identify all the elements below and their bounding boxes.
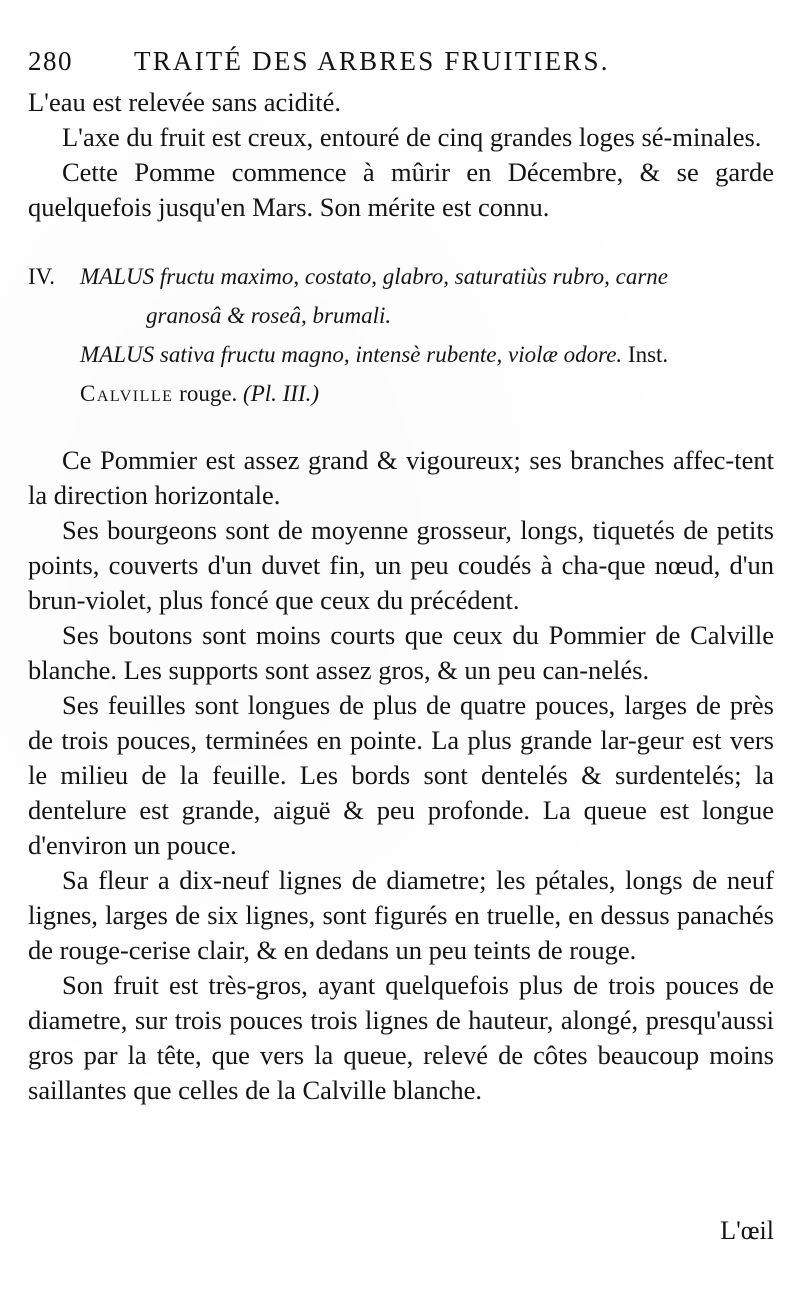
paragraph-bourgeons: Ses bourgeons sont de moyenne grosseur, longs, tiquetés de petits points, couverts d'un duvet fin, un peu coudés à cha-que nœud, d'un brun-violet, plus foncé que ceux du précédent. — [28, 515, 774, 615]
paragraph-axe: L'axe du fruit est creux, entouré de cinq grandes loges sé-minales. — [62, 122, 762, 152]
entry-text: sativa fructu magno, intensè rubente, violæ odore. — [159, 342, 623, 367]
running-title: TRAITÉ DES ARBRES FRUITIERS. — [134, 46, 610, 76]
paragraph-maturite: Cette Pomme commence à mûrir en Décembre, & se garde quelquefois jusqu'en Mars. Son mérite est connu. — [28, 157, 774, 222]
spacer — [28, 225, 774, 257]
page-body — [28, 85, 774, 1108]
entry-reference: Inst. — [627, 342, 669, 367]
catalogue-entry-calville — [28, 374, 774, 413]
paragraph-pommier: Ce Pommier est assez grand & vigoureux; ses branches affec-tent la direction horizontale. — [28, 445, 774, 510]
paragraph-fruit: Son fruit est très-gros, ayant quelquefois plus de trois pouces de diametre, sur trois pouces trois lignes de hauteur, alongé, presqu'aussi gros par la tête, que vers la queue, relevé de côtes beaucoup moins saillantes que celles de la Calville blanche. — [28, 970, 774, 1105]
variety-catalogue — [28, 257, 774, 413]
entry-name: MALUS — [80, 342, 155, 367]
catalogue-entry-malus-1 — [28, 257, 774, 296]
page-header — [28, 44, 760, 84]
catalogue-entry-malus-2 — [28, 335, 774, 374]
catchword: L'œil — [720, 1216, 774, 1245]
catalogue-entry-malus-1-continuation: granosâ & roseâ, brumali. — [146, 303, 392, 328]
page-number: 280 — [28, 46, 73, 76]
entry-name: Calville — [80, 381, 174, 406]
entry-number: IV. — [28, 264, 56, 289]
entry-text: rouge. — [179, 381, 238, 406]
paragraph-feuilles: Ses feuilles sont longues de plus de quatre pouces, larges de près de trois pouces, terminées en pointe. La plus grande lar-geur est vers le milieu de la feuille. Les bords sont dentelés & surdentelés; la dentelure est grande, aiguë & peu profonde. La queue est longue d'environ un pouce. — [28, 690, 774, 860]
plate-reference: (Pl. III.) — [243, 381, 320, 406]
spacer — [28, 413, 774, 443]
paragraph-fleur: Sa fleur a dix-neuf lignes de diametre; les pétales, longs de neuf lignes, larges de six lignes, sont figurés en truelle, en dessus panachés de rouge-cerise clair, & en dedans un peu teints de rouge. — [28, 865, 774, 965]
entry-text: MALUS fructu maximo, costato, glabro, saturatiùs rubro, carne — [80, 264, 668, 289]
paragraph-boutons: Ses boutons sont moins courts que ceux du Pommier de Calville blanche. Les supports sont assez gros, & un peu can-nelés. — [28, 620, 774, 685]
paragraph-eau: L'eau est relevée sans acidité. — [28, 87, 342, 117]
